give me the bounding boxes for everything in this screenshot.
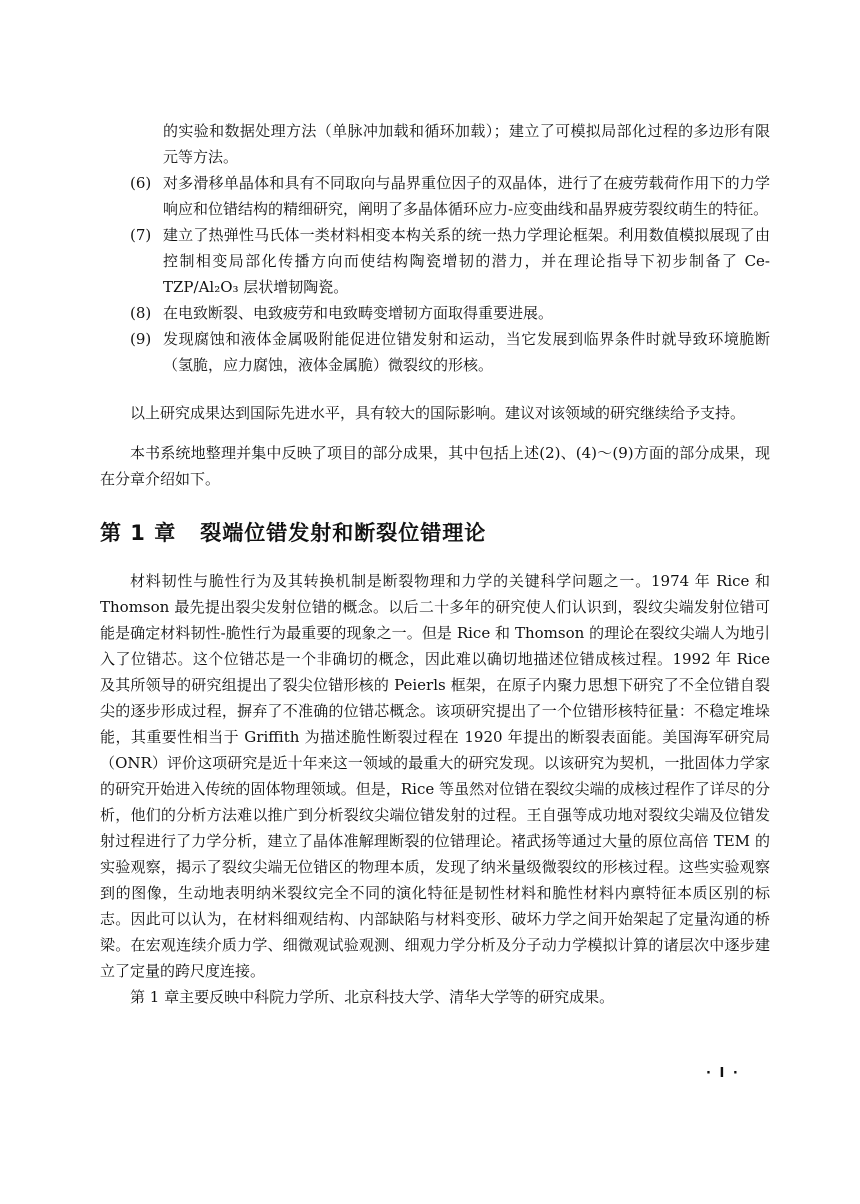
summary-paragraph: 本书系统地整理并集中反映了项目的部分成果，其中包括上述(2)、(4)～(9)方面的部分成果，现在分章介绍如下。: [100, 444, 770, 488]
list-item-text: 对多滑移单晶体和具有不同取向与晶界重位因子的双晶体，进行了在疲劳载荷作用下的力学响应和位错结构的精细研究，阐明了多晶体循环应力-应变曲线和晶界疲劳裂纹萌生的特征。: [163, 174, 770, 218]
list-item-number: (9): [130, 330, 152, 348]
summary-paragraph: 以上研究成果达到国际先进水平，具有较大的国际影响。建议对该领域的研究继续给予支持。: [130, 404, 746, 422]
body-paragraph: 材料韧性与脆性行为及其转换机制是断裂物理和力学的关键科学问题之一。1974 年 Rice 和 Thomson 最先提出裂尖发射位错的概念。以后二十多年的研究使人们认识到，裂纹尖端发射位错可能是确定材料韧性-脆性行为最重要的现象之一。但是 Rice 和 Thomson 的理论在裂纹尖端人为地引入了位错芯。这个位错芯是一个非确切的概念，因此难以确切地描述位错成核过程。1992 年 Rice 及其所领导的研究组提出了裂尖位错形核的 Peierls 框架，在原子内聚力思想下研究了不全位错自裂尖的逐步形成过程，摒弃了不准确的位错芯概念。该项研究提出了一个位错形核特征量：不稳定堆垛能，其重要性相当于 Griffith 为描述脆性断裂过程在 1920 年提出的断裂表面能。美国海军研究局（ONR）评价这项研究是近十年来这一领域的最重大的研究发现。以该研究为契机，一批固体力学家的研究开始进入传统的固体物理领域。但是，Rice 等虽然对位错在裂纹尖端的成核过程作了详尽的分析，他们的分析方法难以推广到分析裂纹尖端位错发射的过程。王自强等成功地对裂纹尖端及位错发射过程进行了力学分析，建立了晶体准解理断裂的位错理论。褚武扬等通过大量的原位高倍 TEM 的实验观察，揭示了裂纹尖端无位错区的物理本质，发现了纳米量级微裂纹的形核过程。这些实验观察到的图像，生动地表明纳米裂纹完全不同的演化特征是韧性材料和脆性材料内禀特征本质区别的标志。因此可以认为，在材料细观结构、内部缺陷与材料变形、破坏力学之间开始架起了定量沟通的桥梁。在宏观连续介质力学、细微观试验观测、细观力学分析及分子动力学模拟计算的诸层次中逐步建立了定量的跨尺度连接。: [100, 572, 770, 980]
page-number: · Ⅰ ·: [706, 1066, 740, 1081]
list-item-number: (6): [130, 174, 152, 192]
list-item-number: (7): [130, 226, 152, 244]
chapter-body: [100, 568, 770, 1010]
list-item: [130, 170, 770, 222]
list-item-text: 在电致断裂、电致疲劳和电致畴变增韧方面取得重要进展。: [163, 304, 554, 322]
body-paragraph: 第 1 章主要反映中科院力学所、北京科技大学、清华大学等的研究成果。: [130, 988, 615, 1006]
list-item: [130, 300, 770, 326]
list-item-text: 的实验和数据处理方法（单脉冲加载和循环加载）；建立了可模拟局部化过程的多边形有限元等方法。: [163, 122, 770, 166]
research-results-list: [130, 118, 770, 378]
list-item: [130, 326, 770, 378]
summary-section: [100, 400, 770, 506]
chapter-heading: [100, 517, 770, 547]
chapter-title: 裂端位错发射和断裂位错理论: [200, 521, 487, 545]
list-item-continuation: [130, 118, 770, 170]
list-item: [130, 222, 770, 300]
chapter-number: 第 1 章: [100, 521, 177, 545]
list-item-text: 建立了热弹性马氏体一类材料相变本构关系的统一热力学理论框架。利用数值模拟展现了由控制相变局部化传播方向而使结构陶瓷增韧的潜力，并在理论指导下初步制备了 Ce-TZP/Al₂O₃ 层状增韧陶瓷。: [163, 226, 770, 296]
list-item-text: 发现腐蚀和液体金属吸附能促进位错发射和运动，当它发展到临界条件时就导致环境脆断（氢脆，应力腐蚀，液体金属脆）微裂纹的形核。: [163, 330, 770, 374]
list-item-number: (8): [130, 304, 152, 322]
